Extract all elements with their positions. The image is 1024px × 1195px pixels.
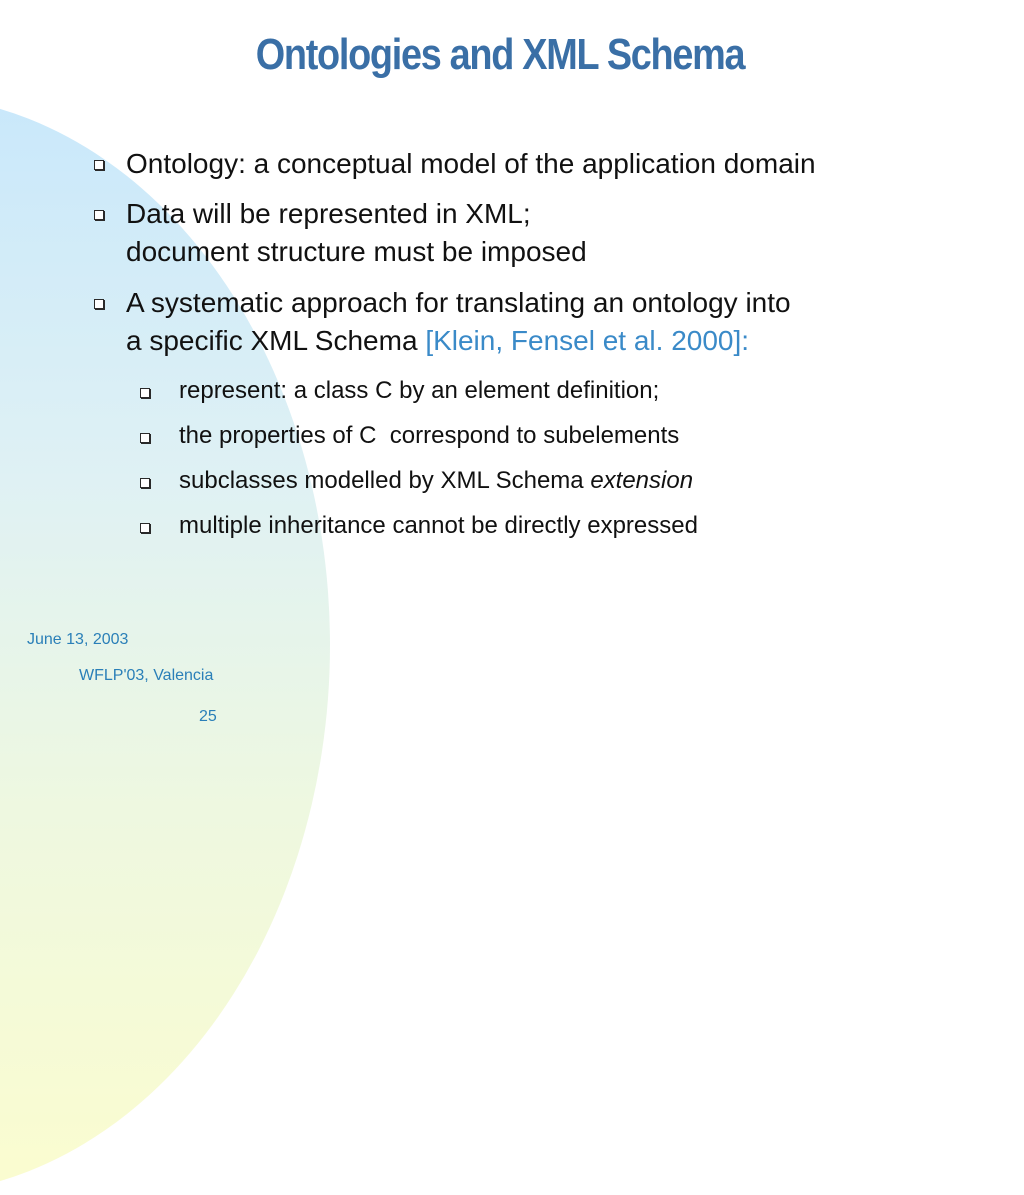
sub-bullet-item [179,466,693,496]
bullet-text-prefix: a specific XML Schema [126,325,426,356]
bullet-text-line-1: A systematic approach for translating an ontology into [126,287,791,318]
bullet-text-line-2 [126,322,791,360]
sub-bullet-item [179,421,679,451]
square-bullet-icon [94,299,104,309]
emphasis-text: extension [590,467,694,494]
square-bullet-icon [140,388,150,398]
sub-bullet-text: subclasses modelled by XML Schema [179,467,591,494]
sub-bullet-text: the properties of C correspond to subelements [179,422,680,449]
footer-date: June 13, 2003 [27,631,129,648]
sub-bullet-item [179,511,698,541]
sub-bullet-text: represent: a class C by an element definition; [179,377,660,404]
footer-event: WFLP'03, Valencia [79,667,214,684]
square-bullet-icon [140,523,150,533]
square-bullet-icon [140,433,150,443]
sub-bullet-item [179,376,659,406]
sub-bullet-text: multiple inheritance cannot be directly expressed [179,512,698,539]
bullet-text-line-2: document structure must be imposed [126,236,587,267]
square-bullet-icon [94,160,104,170]
square-bullet-icon [140,478,150,488]
bullet-item [126,145,816,183]
bullet-text: Ontology: a conceptual model of the application domain [126,148,816,179]
citation-text: [Klein, Fensel et al. 2000]: [425,325,750,356]
slide-title: Ontologies and XML Schema [255,30,745,79]
bullet-item [126,284,791,360]
bullet-item [126,195,587,271]
page-number: 25 [199,708,217,725]
bullet-text-line-1: Data will be represented in XML; [126,198,531,229]
square-bullet-icon [94,210,104,220]
